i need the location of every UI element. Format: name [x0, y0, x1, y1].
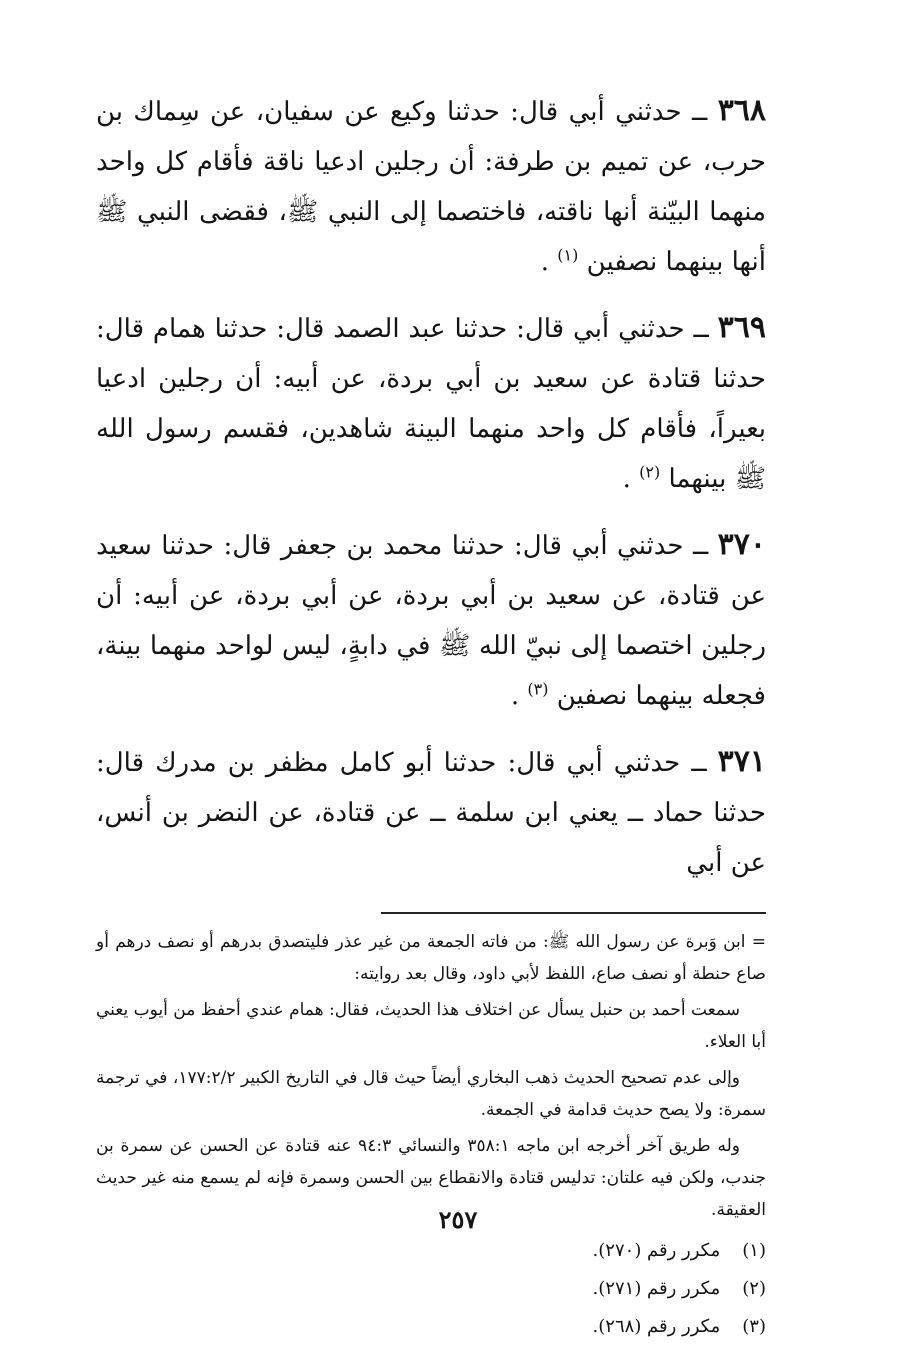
footnote-text: مكرر رقم (٢٧١).	[592, 1278, 721, 1299]
hadith-371	[96, 737, 766, 888]
footnote-3	[96, 1308, 766, 1346]
note-paragraph: سمعت أحمد بن حنبل يسأل عن اختلاف هذا الحديث، فقال: همام عندي أحفظ من أيوب يعني أبا العلاء.	[96, 1000, 766, 1052]
page-number: ٢٥٧	[438, 1205, 478, 1234]
hadith-text: حدثني أبي قال: حدثنا عبد الصمد قال: حدثنا همام قال: حدثنا قتادة عن سعيد بن أبي بردة، عن أبيه: أن رجلين ادعيا بعيراً، فأقام كل واحد منهما البينة شاهدين، فقسم رسول الله ﷺ بينهما	[96, 314, 766, 494]
hadith-368	[96, 86, 766, 287]
footnote-text: مكرر رقم (٢٦٨).	[592, 1316, 721, 1337]
hadith-number: ٣٦٩	[717, 310, 767, 345]
dash: ــ	[691, 748, 707, 778]
hadith-number: ٣٧١	[717, 744, 767, 779]
hadith-text: حدثني أبي قال: حدثنا وكيع عن سفيان، عن سِماك بن حرب، عن تميم بن طرفة: أن رجلين ادعيا ناقة فأقام كل واحد منهما البيّنة أنها ناقته، فاختصما إلى النبي ﷺ، فقضى النبي ﷺ أنها بينهما نصفين	[96, 97, 767, 277]
footnote-separator	[381, 912, 766, 914]
footnote-number: (٣)	[742, 1316, 766, 1337]
dash: ــ	[692, 97, 708, 127]
hadith-text: حدثني أبي قال: حدثنا محمد بن جعفر قال: حدثنا سعيد عن قتادة، عن سعيد بن أبي بردة، عن أبي بردة، عن أبيه: أن رجلين اختصما إلى نبيّ الله ﷺ في دابةٍ، ليس لواحد منهما بينة، فجعله بينهما نصفين	[96, 531, 766, 711]
full-stop: .	[510, 681, 520, 711]
note-paragraph: وله طريق آخر أخرجه ابن ماجه ٣٥٨:١ والنسائي ٩٤:٣ عنه قتادة عن الحسن عن سمرة بن جندب، ولكن فيه علتان: تدليس قتادة والانقطاع بين الحسن وسمرة فإنه لم يسمع منه غير حديث العقيقة.	[96, 1136, 766, 1220]
footnote-1	[96, 1232, 766, 1270]
hadith-number: ٣٦٨	[717, 93, 767, 128]
footnote-list	[96, 1232, 766, 1346]
footnote-2	[96, 1270, 766, 1308]
footnote-number: (١)	[742, 1240, 766, 1261]
hadith-text: حدثني أبي قال: حدثنا أبو كامل مظفر بن مدرك قال: حدثنا حماد ــ يعني ابن سلمة ــ عن قتادة، عن النضر بن أنس، عن أبي	[96, 748, 766, 878]
footnote-ref: (١)	[557, 245, 579, 265]
note-paragraph: وإلى عدم تصحيح الحديث ذهب البخاري أيضاً حيث قال في التاريخ الكبير ١٧٧:٢/٢، في ترجمة سمرة: ولا يصح حديث قدامة في الجمعة.	[96, 1068, 766, 1120]
hadith-369	[96, 303, 766, 504]
full-stop: .	[540, 247, 550, 277]
notes-section	[96, 926, 766, 1226]
footnote-number: (٢)	[742, 1278, 766, 1299]
note-paragraph: = ابن وَبرة عن رسول الله ﷺ: من فاته الجمعة من غير عذر فليتصدق بدرهم أو نصف درهم أو صاع حنطة أو نصف صاع، اللفظ لأبي داود، وقال بعد روايته:	[96, 932, 766, 984]
footnote-text: مكرر رقم (٢٧٠).	[592, 1240, 721, 1261]
footnote-ref: (٣)	[527, 679, 549, 699]
dash: ــ	[693, 314, 709, 344]
full-stop: .	[622, 464, 631, 494]
hadith-370	[96, 520, 766, 721]
hadith-number: ٣٧٠	[717, 527, 767, 562]
footnote-ref: (٢)	[639, 462, 661, 482]
dash: ــ	[692, 531, 709, 561]
